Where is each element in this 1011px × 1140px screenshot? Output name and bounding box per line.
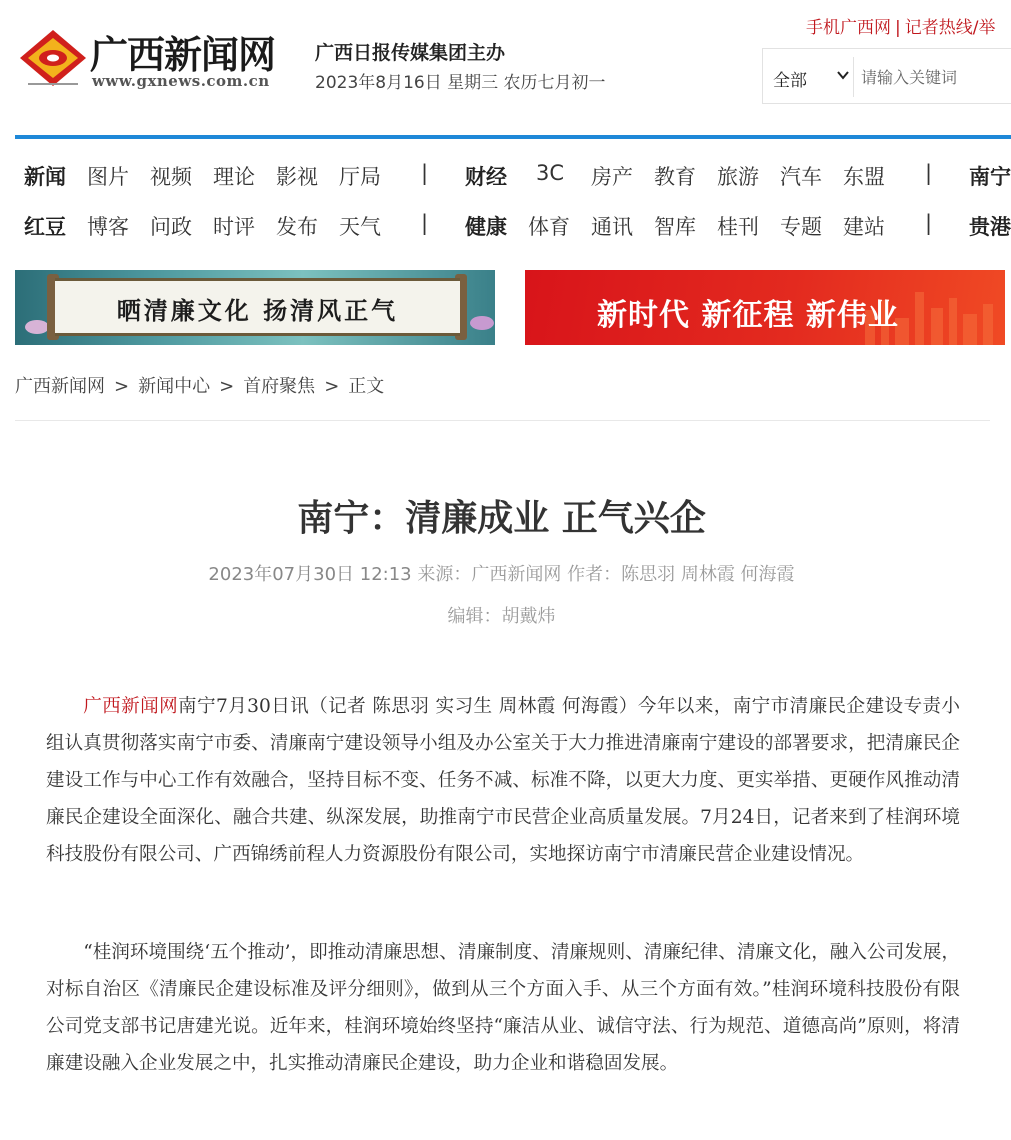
paragraph-text: 南宁7月30日讯（记者 陈思羽 实习生 周林霞 何海霞）今年以来，南宁市清廉民企建设专责小组认真贯彻落实南宁市委、清廉南宁建设领导小组及办公室关于大力推进清廉南宁建设的部署要求，把清廉民企建设工作与中心工作有效融合，坚持目标不变、任务不减、标准不降，以更大力度、更实举措、更硬作风推动清廉民企建设全面深化、融合共建、纵深发展，助推南宁市民营企业高质量发展。7月24日，记者来到了桂润环境科技股份有限公司、广西锦绣前程人力资源股份有限公司，实地探访南宁市清廉民营企业建设情况。 xyxy=(46,696,960,865)
nav-item-film[interactable]: 影视 xyxy=(276,165,318,189)
article-datetime: 2023年07月30日 12:13 xyxy=(208,564,412,585)
banner-right-text: 新时代 新征程 新伟业 xyxy=(597,298,899,333)
article-editor: 编辑：胡戴炜 xyxy=(447,606,556,627)
breadcrumb-separator: > xyxy=(324,376,340,397)
nav-item-guigang[interactable]: 贵港 xyxy=(969,215,1011,239)
nav-item-theory[interactable]: 理论 xyxy=(213,165,255,189)
logo-emblem-icon xyxy=(18,28,88,88)
nav-item-release[interactable]: 发布 xyxy=(276,215,318,239)
breadcrumb-capital-focus[interactable]: 首府聚焦 xyxy=(243,376,316,397)
nav-item-travel[interactable]: 旅游 xyxy=(717,165,759,189)
article-paragraph xyxy=(46,688,960,873)
article-author: 作者：陈思羽 周林霞 何海霞 xyxy=(567,564,795,585)
nav-item-sports[interactable]: 体育 xyxy=(528,215,570,239)
lotus-decoration xyxy=(25,320,49,334)
breadcrumb-news-center[interactable]: 新闻中心 xyxy=(138,376,211,397)
mobile-site-link[interactable]: 手机广西网 xyxy=(806,18,891,38)
search-input[interactable] xyxy=(861,59,1011,95)
nav-item-health[interactable]: 健康 xyxy=(465,215,507,239)
logo-url: www.gxnews.com.cn xyxy=(92,72,270,90)
integrity-culture-banner[interactable] xyxy=(15,270,495,345)
nav-item-hongdou[interactable]: 红豆 xyxy=(24,215,66,239)
nav-item-commentary[interactable]: 时评 xyxy=(213,215,255,239)
nav-item-asean[interactable]: 东盟 xyxy=(843,165,885,189)
article-source: 来源：广西新闻网 xyxy=(417,564,562,585)
article-paragraph: “桂润环境围绕‘五个推动’，即推动清廉思想、清廉制度、清廉规则、清廉纪律、清廉文化，融入公司发展，对标自治区《清廉民企建设标准及评分细则》，做到从三个方面入手、从三个方面有效。”桂润环境科技股份有限公司党支部书记唐建光说。近年来，桂润环境始终坚持“廉洁从业、诚信守法、行为规范、道德高尚”原则，将清廉建设融入企业发展之中，扎实推动清廉民企建设，助力企业和谐稳固发展。 xyxy=(46,942,960,1074)
nav-separator: | xyxy=(421,211,429,235)
breadcrumb xyxy=(15,372,384,398)
nav-item-photos[interactable]: 图片 xyxy=(87,165,129,189)
new-era-banner[interactable] xyxy=(525,270,1005,345)
chevron-down-icon[interactable] xyxy=(835,67,851,83)
nav-item-magazine[interactable]: 桂刊 xyxy=(717,215,759,239)
search-box xyxy=(762,48,1011,104)
article-title: 南宁：清廉成业 正气兴企 xyxy=(297,498,706,539)
nav-item-blog[interactable]: 博客 xyxy=(87,215,129,239)
breadcrumb-current: 正文 xyxy=(348,376,385,397)
header-divider xyxy=(15,135,1011,139)
nav-separator: | xyxy=(421,161,429,185)
nav-item-inquiry[interactable]: 问政 xyxy=(150,215,192,239)
nav-item-news[interactable]: 新闻 xyxy=(24,165,66,189)
logo-title: 广西新闻网 xyxy=(90,32,276,77)
nav-item-auto[interactable]: 汽车 xyxy=(780,165,822,189)
nav-item-bureaus[interactable]: 厅局 xyxy=(339,165,381,189)
nav-item-3c[interactable]: 3C xyxy=(536,161,565,185)
nav-item-finance[interactable]: 财经 xyxy=(465,165,507,189)
nav-item-sitebuild[interactable]: 建站 xyxy=(843,215,885,239)
nav-item-nanning[interactable]: 南宁 xyxy=(969,165,1011,189)
nav-separator: | xyxy=(925,161,933,185)
search-scope-select[interactable]: 全部 xyxy=(773,71,807,91)
site-header xyxy=(0,0,1011,130)
nav-item-realestate[interactable]: 房产 xyxy=(591,165,633,189)
banner-left-text: 晒清廉文化 扬清风正气 xyxy=(116,296,399,325)
search-divider xyxy=(853,57,854,97)
lotus-decoration xyxy=(470,316,494,330)
top-links xyxy=(806,13,1011,38)
banner-scroll xyxy=(55,278,460,336)
breadcrumb-divider xyxy=(15,420,990,421)
nav-item-telecom[interactable]: 通讯 xyxy=(591,215,633,239)
site-logo[interactable] xyxy=(18,22,298,94)
nav-item-video[interactable]: 视频 xyxy=(150,165,192,189)
breadcrumb-separator: > xyxy=(219,376,235,397)
paragraph-source-link[interactable]: 广西新闻网 xyxy=(83,696,179,717)
toplink-separator: | xyxy=(895,18,901,38)
reporter-hotline-link[interactable]: 记者热线/举 xyxy=(904,18,996,38)
breadcrumb-separator: > xyxy=(114,376,130,397)
nav-item-weather[interactable]: 天气 xyxy=(339,215,381,239)
org-name: 广西日报传媒集团主办 xyxy=(315,42,506,64)
nav-separator: | xyxy=(925,211,933,235)
nav-item-thinktank[interactable]: 智库 xyxy=(654,215,696,239)
article-meta xyxy=(0,560,1003,586)
header-date: 2023年8月16日 星期三 农历七月初一 xyxy=(315,73,606,93)
main-nav xyxy=(15,155,1011,255)
breadcrumb-home[interactable]: 广西新闻网 xyxy=(15,376,105,397)
nav-item-education[interactable]: 教育 xyxy=(654,165,696,189)
nav-item-topics[interactable]: 专题 xyxy=(780,215,822,239)
